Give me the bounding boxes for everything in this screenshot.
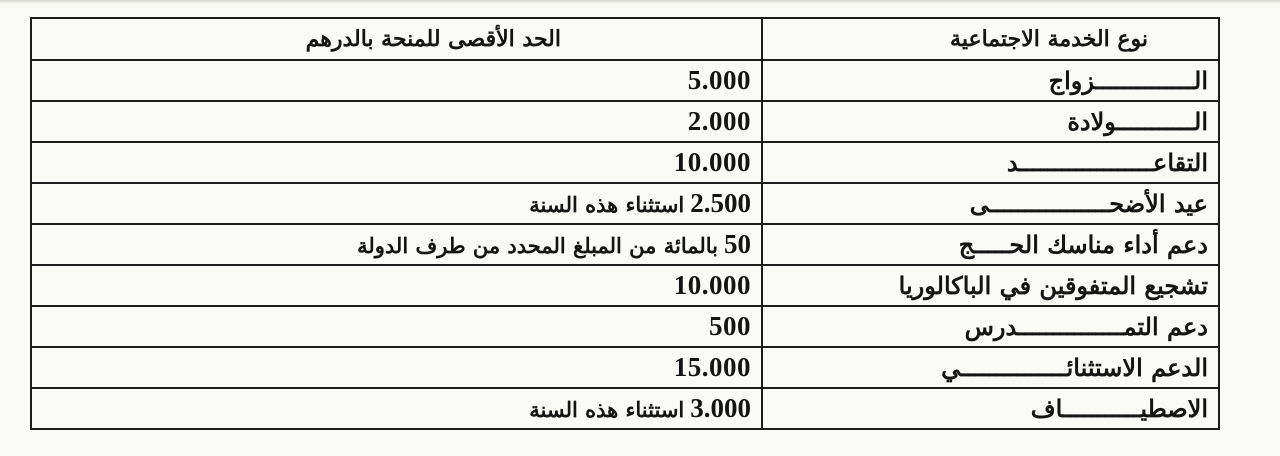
amount-cell: [31, 60, 762, 101]
table-row: [31, 60, 1219, 101]
table-row: [31, 183, 1219, 224]
amount-value: 50: [724, 229, 751, 259]
table-row: [31, 306, 1219, 347]
service-cell: الدعم الاستثنائـــــــــــــــي: [762, 347, 1219, 388]
service-cell: عيد الأضحـــــــــــــــــى: [762, 183, 1219, 224]
amount-value: 5.000: [687, 65, 751, 95]
table-row: [31, 388, 1219, 429]
header-service-type: نوع الخدمة الاجتماعية: [762, 18, 1219, 60]
amount-value: 2.000: [687, 106, 751, 136]
amount-value: 2.500: [690, 188, 751, 218]
table-row: [31, 142, 1219, 183]
amount-note: بالمائة من المبلغ المحدد من طرف الدولة: [357, 233, 718, 258]
amount-cell: [31, 101, 762, 142]
table-row: [31, 101, 1219, 142]
amount-value: 10.000: [673, 147, 751, 177]
header-max-grant: الحد الأقصى للمنحة بالدرهم: [31, 18, 762, 60]
service-cell: دعم التمـــــــــــــــدرس: [762, 306, 1219, 347]
amount-cell: [31, 224, 762, 265]
amount-cell: [31, 347, 762, 388]
table-header-row: [31, 18, 1219, 60]
service-cell: الاصطيـــــــــــاف: [762, 388, 1219, 429]
page-top-edge: [0, 0, 1280, 4]
service-cell: التقاعـــــــــــــــــــد: [762, 142, 1219, 183]
service-cell: تشجيع المتفوقين في الباكالوريا: [762, 265, 1219, 306]
amount-cell: [31, 265, 762, 306]
amount-value: 10.000: [673, 270, 751, 300]
service-cell: دعم أداء مناسك الحـــــج: [762, 224, 1219, 265]
amount-value: 15.000: [673, 352, 751, 382]
service-cell: الــــــــــــــزواج: [762, 60, 1219, 101]
amount-note: استثناء هذه السنة: [529, 192, 685, 217]
table-row: [31, 265, 1219, 306]
amount-value: 500: [709, 311, 751, 341]
amount-note: استثناء هذه السنة: [529, 397, 685, 422]
amount-cell: [31, 306, 762, 347]
amount-value: 3.000: [690, 393, 751, 423]
amount-cell: [31, 142, 762, 183]
amount-cell: [31, 183, 762, 224]
table-row: [31, 347, 1219, 388]
amount-cell: [31, 388, 762, 429]
table-row: [31, 224, 1219, 265]
social-services-grant-table: [30, 17, 1220, 430]
service-cell: الـــــــــــولادة: [762, 101, 1219, 142]
